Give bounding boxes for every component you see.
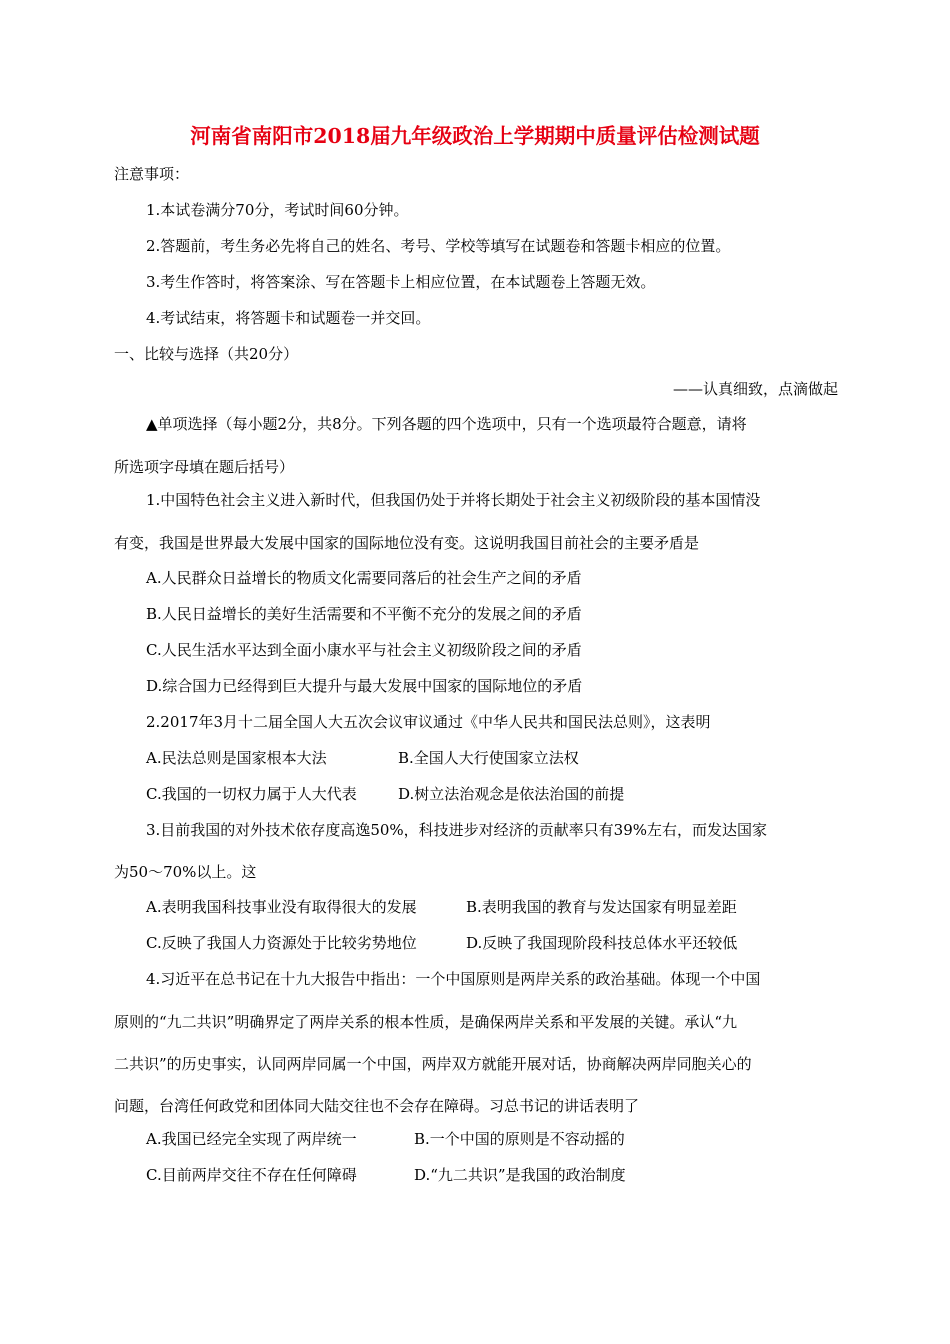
page-title: 河南省南阳市2018届九年级政治上学期期中质量评估检测试题 xyxy=(190,124,760,148)
notice-item: 2.答题前，考生务必先将自己的姓名、考号、学校等填写在试题卷和答题卡相应的位置。 xyxy=(146,237,731,255)
question-option: C.目前两岸交往不存在任何障碍 xyxy=(146,1166,357,1184)
question-stem: 原则的“九二共识”明确界定了两岸关系的根本性质，是确保两岸关系和平发展的关键。承认“九 xyxy=(114,1013,738,1031)
question-option: A.人民群众日益增长的物质文化需要同落后的社会生产之间的矛盾 xyxy=(146,569,582,587)
section-instruction: 所选项字母填在题后括号） xyxy=(114,458,295,476)
question-option: B.全国人大行使国家立法权 xyxy=(398,749,579,767)
question-option: A.民法总则是国家根本大法 xyxy=(146,749,327,767)
section-motto: ——认真细致，点滴做起 xyxy=(672,380,838,398)
section-heading: 一、比较与选择（共20分） xyxy=(114,345,299,363)
question-option: A.表明我国科技事业没有取得很大的发展 xyxy=(146,898,417,916)
question-option: D.“九二共识”是我国的政治制度 xyxy=(414,1166,626,1184)
question-option: D.综合国力已经得到巨大提升与最大发展中国家的国际地位的矛盾 xyxy=(146,677,583,695)
question-stem: 4.习近平在总书记在十九大报告中指出：一个中国原则是两岸关系的政治基础。体现一个中国 xyxy=(146,970,761,988)
notice-item: 4.考试结束，将答题卡和试题卷一并交回。 xyxy=(146,309,431,327)
question-stem: 2.2017年3月十二届全国人大五次会议审议通过《中华人民共和国民法总则》，这表明 xyxy=(146,713,711,731)
question-option: B.人民日益增长的美好生活需要和不平衡不充分的发展之间的矛盾 xyxy=(146,605,582,623)
question-stem: 问题，台湾任何政党和团体同大陆交往也不会存在障碍。习总书记的讲话表明了 xyxy=(114,1097,640,1115)
question-option: D.反映了我国现阶段科技总体水平还较低 xyxy=(466,934,738,952)
notice-item: 3.考生作答时，将答案涂、写在答题卡上相应位置，在本试题卷上答题无效。 xyxy=(146,273,656,291)
question-stem: 1.中国特色社会主义进入新时代，但我国仍处于并将长期处于社会主义初级阶段的基本国情没 xyxy=(146,491,761,509)
question-option: B.表明我国的教育与发达国家有明显差距 xyxy=(466,898,737,916)
question-stem: 二共识”的历史事实，认同两岸同属一个中国，两岸双方就能开展对话，协商解决两岸同胞关心的 xyxy=(114,1055,752,1073)
question-stem: 有变，我国是世界最大发展中国家的国际地位没有变。这说明我国目前社会的主要矛盾是 xyxy=(114,534,700,552)
question-option: C.人民生活水平达到全面小康水平与社会主义初级阶段之间的矛盾 xyxy=(146,641,582,659)
question-stem: 3.目前我国的对外技术依存度高逸50%，科技进步对经济的贡献率只有39%左右，而发达国家 xyxy=(146,821,767,839)
question-option: B.一个中国的原则是不容动摇的 xyxy=(414,1130,625,1148)
notice-item: 1.本试卷满分70分，考试时间60分钟。 xyxy=(146,201,409,219)
question-option: C.我国的一切权力属于人大代表 xyxy=(146,785,357,803)
question-option: A.我国已经完全实现了两岸统一 xyxy=(146,1130,357,1148)
notice-heading: 注意事项： xyxy=(114,165,190,183)
question-option: C.反映了我国人力资源处于比较劣势地位 xyxy=(146,934,417,952)
question-stem: 为50～70%以上。这 xyxy=(114,863,257,881)
section-instruction: ▲单项选择（每小题2分，共8分。下列各题的四个选项中，只有一个选项最符合题意，请将 xyxy=(146,415,747,433)
question-option: D.树立法治观念是依法治国的前提 xyxy=(398,785,625,803)
